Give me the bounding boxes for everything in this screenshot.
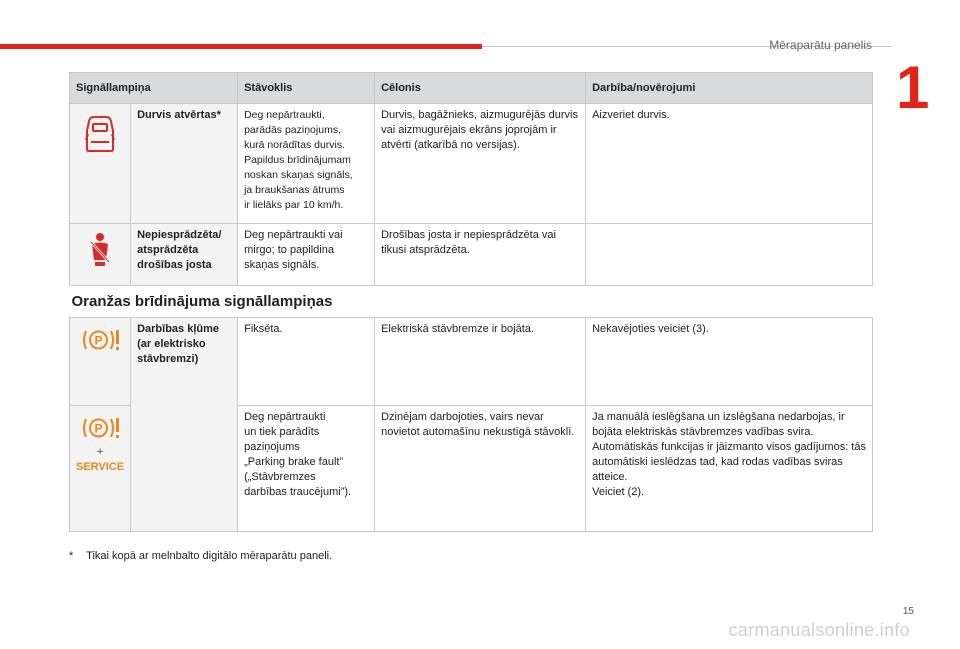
action-text: Nekavējoties veiciet (3).: [586, 318, 873, 406]
cause-text: Durvis, bagāžnieks, aizmugurējās durvis vai aizmugurējais ekrāns joprojām ir atvērti (atkarībā no versijas).: [375, 104, 586, 224]
state-text: Fiksēta.: [238, 318, 375, 406]
table-row: [70, 318, 873, 406]
action-text: Ja manuālā ieslēgšana un izslēgšana nedarbojas, ir bojāta elektriskās stāvbremzes vadības svira. Automātiskās funkcijas ir jāizmanto visos gadījumos: tās automātiski ieslēdzas tad, kad rodas vadības sviras atteice. Veiciet (2).: [586, 406, 873, 532]
table-header-row: [70, 73, 873, 104]
action-text: Aizveriet durvis.: [586, 104, 873, 224]
seatbelt-unfastened-icon: [87, 232, 113, 268]
footnote-mark: *: [69, 550, 74, 562]
svg-text:P: P: [94, 421, 103, 436]
action-text: [586, 224, 873, 286]
orange-lamps-heading: Oranžas brīdinājuma signāllampiņas: [70, 286, 873, 318]
icon-cell: [70, 104, 131, 224]
plus-sign: +: [96, 446, 104, 458]
cause-text: Drošības josta ir nepiesprādzēta vai tikusi atsprādzēta.: [375, 224, 586, 286]
watermark: carmanualsonline.info: [728, 620, 910, 640]
state-text: Deg nepārtraukti, parādās paziņojums, kurā norādītas durvis. Papildus brīdinājumam noskan skaņas signāls, ja braukšanas ātrums ir lielāks par 10 km/h.: [238, 104, 375, 224]
icon-cell: [70, 406, 131, 532]
service-warning-icon: SERVICE: [76, 461, 125, 473]
lamp-name: Durvis atvērtas*: [131, 104, 238, 224]
table-row: [70, 224, 873, 286]
chapter-number: 1: [896, 54, 930, 121]
door-open-warning-icon: [85, 114, 115, 154]
footnote-text: Tikai kopā ar melnbalto digitālo mēraparātu paneli.: [86, 550, 333, 562]
parking-brake-fault-icon: [80, 328, 120, 352]
header-accent-bar: [0, 44, 482, 49]
column-header: Darbība/novērojumi: [586, 73, 873, 104]
lamp-name: Nepiesprādzēta/ atsprādzēta drošības josta: [131, 224, 238, 286]
column-header: Signāllampiņa: [70, 73, 238, 104]
parking-brake-fault-icon: [80, 416, 120, 440]
state-text: Deg nepārtraukti un tiek parādīts paziņojums „Parking brake fault” („Stāvbremzes darbības traucējumi”).: [238, 406, 375, 532]
column-header: Cēlonis: [375, 73, 586, 104]
column-header: Stāvoklis: [238, 73, 375, 104]
table-row: [70, 104, 873, 224]
warning-lamps-table: [69, 72, 873, 532]
page-number: 15: [902, 606, 914, 617]
footnote: [69, 550, 332, 562]
section-title: Mēraparātu panelis: [769, 38, 872, 52]
icon-cell: [70, 224, 131, 286]
svg-text:P: P: [94, 333, 103, 348]
cause-text: Elektriskā stāvbremze ir bojāta.: [375, 318, 586, 406]
state-text: Deg nepārtraukti vai mirgo; to papildina skaņas signāls.: [238, 224, 375, 286]
cause-text: Dzinējam darbojoties, vairs nevar novietot automašīnu nekustīgā stāvoklī.: [375, 406, 586, 532]
lamp-name: Darbības kļūme (ar elektrisko stāvbremzi): [131, 318, 238, 532]
subheading-row: [70, 286, 873, 318]
icon-cell: [70, 318, 131, 406]
